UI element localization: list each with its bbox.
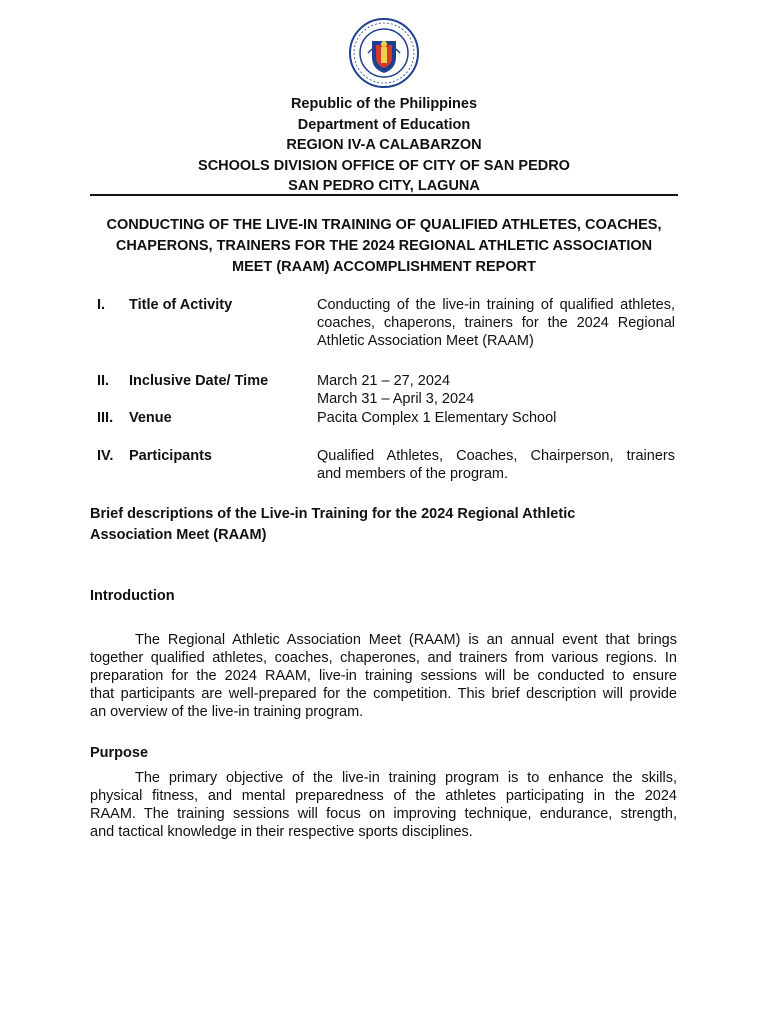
info-label: Inclusive Date/ Time	[129, 373, 269, 389]
paragraph-line: preparation for the 2024 RAAM, live-in training sessions will be conducted to ensure	[90, 667, 677, 684]
brief-descriptions-heading	[90, 504, 678, 546]
report-title-line: CHAPERONS, TRAINERS FOR THE 2024 REGIONAL ATHLETIC ASSOCIATION	[115, 237, 653, 254]
info-value	[317, 373, 675, 409]
deped-seal-icon	[348, 17, 420, 89]
introduction-heading: Introduction	[90, 588, 175, 604]
paragraph-line: an overview of the live-in training program.	[90, 703, 364, 720]
introduction-paragraph	[90, 632, 677, 722]
header-divider	[90, 194, 678, 196]
info-label: Venue	[129, 410, 172, 426]
info-value-line: Qualified Athletes, Coaches, Chairperson, trainers	[317, 448, 675, 464]
info-value-line: Athletic Association Meet (RAAM)	[317, 332, 534, 349]
report-title-line: CONDUCTING OF THE LIVE-IN TRAINING OF QUALIFIED ATHLETES, COACHES,	[106, 217, 662, 233]
info-value	[317, 448, 675, 484]
info-value-line: coaches, chaperons, trainers for the 2024 Regional	[317, 314, 675, 331]
header-republic: Republic of the Philippines	[290, 96, 478, 112]
paragraph-line: together qualified athletes, coaches, chaperones, and trainers from various regions. In	[90, 649, 677, 666]
purpose-heading: Purpose	[90, 745, 149, 761]
info-value-line: March 21 – 27, 2024	[317, 373, 451, 389]
paragraph-line: The primary objective of the live-in training program is to enhance the skills,	[135, 770, 677, 786]
info-label: Participants	[129, 448, 212, 464]
brief-heading-line: Brief descriptions of the Live-in Training for the 2024 Regional Athletic	[90, 506, 576, 522]
header-department: Department of Education	[297, 116, 471, 133]
report-title-line: MEET (RAAM) ACCOMPLISHMENT REPORT	[232, 258, 536, 275]
info-value-line: March 31 – April 3, 2024	[317, 390, 475, 407]
info-value	[317, 410, 675, 428]
agency-header	[90, 94, 678, 197]
paragraph-line: RAAM. The training sessions will focus on improving technique, endurance, strength,	[90, 805, 677, 822]
info-label: Title of Activity	[129, 297, 233, 313]
info-number: I.	[97, 297, 106, 313]
report-title	[90, 215, 678, 277]
paragraph-line: and tactical knowledge in their respective sports disciplines.	[90, 823, 473, 840]
header-division-office: SCHOOLS DIVISION OFFICE OF CITY OF SAN PEDRO	[198, 157, 570, 174]
info-value-line: Pacita Complex 1 Elementary School	[317, 410, 557, 426]
purpose-paragraph	[90, 770, 677, 842]
info-value-line: and members of the program.	[317, 465, 509, 482]
info-value	[317, 297, 675, 350]
paragraph-line: physical fitness, and mental preparedness of the athletes participating in the 2024	[90, 787, 677, 804]
header-city: SAN PEDRO CITY, LAGUNA	[288, 178, 480, 194]
info-number: III.	[97, 410, 114, 426]
info-number: IV.	[97, 448, 114, 464]
brief-heading-line: Association Meet (RAAM)	[90, 526, 267, 543]
paragraph-line: The Regional Athletic Association Meet (RAAM) is an annual event that brings	[135, 632, 677, 648]
info-value-line: Conducting of the live-in training of qualified athletes,	[317, 297, 675, 313]
header-region: REGION IV-A CALABARZON	[286, 137, 482, 153]
info-number: II.	[97, 373, 110, 389]
paragraph-line: that participants are well-prepared for the competition. This brief description will provide	[90, 685, 677, 702]
